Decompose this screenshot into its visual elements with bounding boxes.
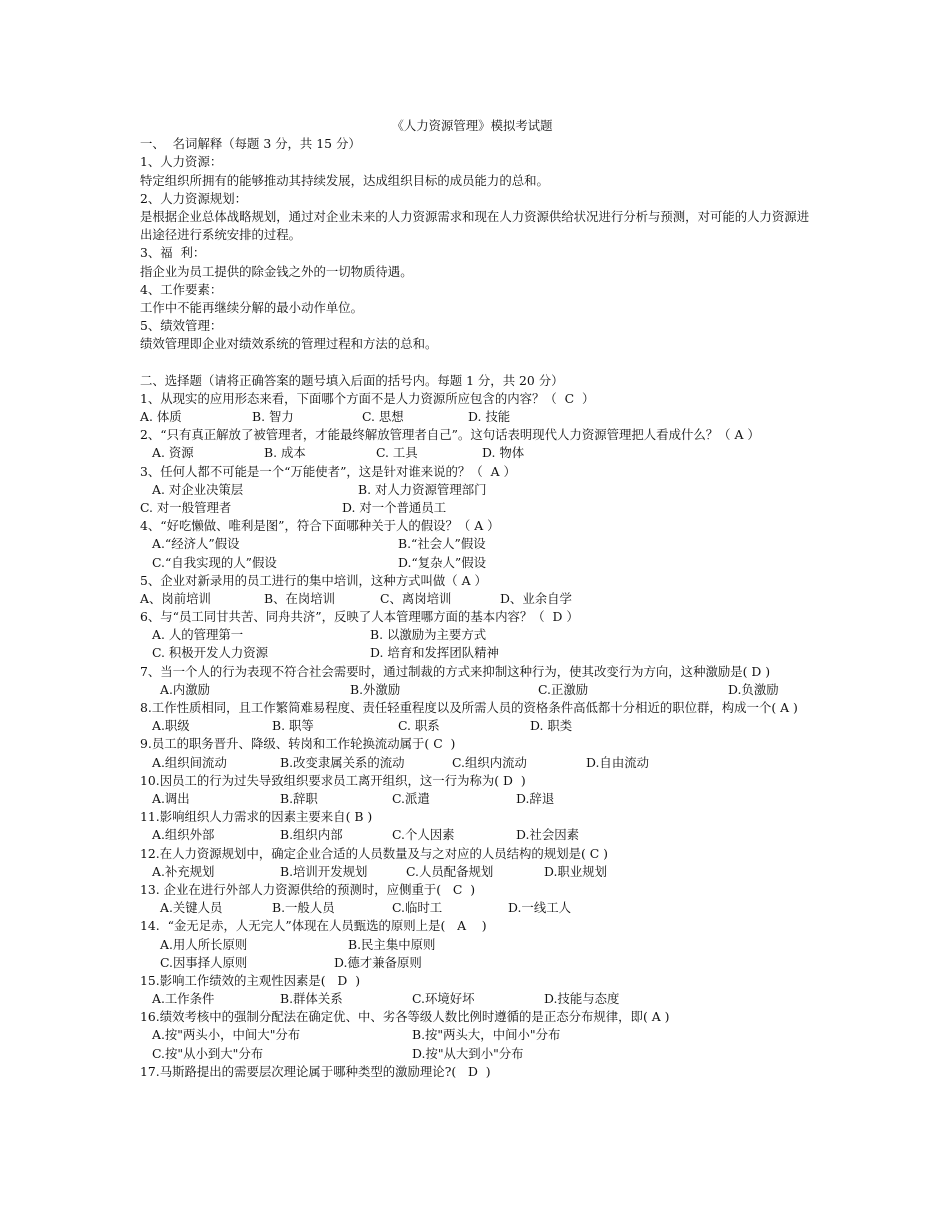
option: D.德才兼备原则 (334, 954, 422, 970)
option: D. 职类 (530, 718, 573, 734)
option: D. 对一个普通员工 (342, 499, 447, 515)
question-text: 9.员工的职务晋升、降级、转岗和工作轮换流动属于( C ) (140, 736, 456, 752)
option: D.辞退 (516, 791, 555, 806)
options-row (140, 1026, 820, 1044)
term-definition: 指企业为员工提供的除金钱之外的一切物质待遇。 (140, 263, 413, 279)
options-row (140, 499, 820, 517)
term-label: 4、工作要素： (140, 281, 223, 297)
options-row (140, 644, 820, 662)
question-text: 3、任何人都不可能是一个“万能使者”，这是针对谁来说的？（ A ） (140, 463, 516, 479)
options-row (140, 717, 820, 735)
option: B.按"两头大，中间小"分布 (412, 1027, 561, 1043)
option: C. 对一般管理者 (140, 499, 232, 515)
option: C.个人因素 (392, 827, 455, 843)
option: B.“社会人”假设 (398, 536, 486, 552)
option: D.技能与态度 (544, 991, 620, 1007)
options-row (140, 899, 820, 917)
document-title: 《人力资源管理》模拟考试题 (391, 118, 553, 133)
options-row (140, 990, 820, 1008)
option: C. 工具 (376, 445, 418, 461)
option: D.负激励 (728, 681, 779, 697)
option: D.“复杂人”假设 (398, 554, 487, 570)
option: D. 物体 (482, 445, 525, 461)
option: C.派遣 (392, 791, 430, 806)
option: C. 积极开发人力资源 (152, 645, 269, 661)
question-text: 8.工作性质相同，且工作繁简难易程度、责任轻重程度以及所需人员的资格条件高低都十分相近的职位群，构成一个( A ) (140, 700, 798, 716)
term-label: 3、福 利： (140, 245, 206, 261)
options-row (140, 681, 820, 699)
option: A.组织间流动 (152, 754, 227, 770)
option: A.用人所长原则 (160, 936, 248, 952)
option: A.工作条件 (152, 991, 215, 1007)
term-definition: 是根据企业总体战略规划，通过对企业未来的人力资源需求和现在人力资源供给状况进行分析与预测，对可能的人力资源进出途径进行系统安排的过程。 (140, 208, 810, 243)
option: A.组织外部 (152, 827, 215, 843)
option: D.社会因素 (516, 827, 579, 843)
option: A. 对企业决策层 (152, 481, 244, 497)
option: A.调出 (152, 791, 190, 806)
section-heading: 二、选择题（请将正确答案的题号填入后面的括号内。每题 1 分，共 20 分） (140, 372, 564, 388)
option: A、岗前培训 (140, 590, 211, 606)
question-text: 11.影响组织人力需求的因素主要来自( B ) (140, 809, 373, 825)
question-text: 15.影响工作绩效的主观性因素是( D ) (140, 972, 361, 988)
options-row (140, 626, 820, 644)
exam-document (140, 117, 820, 1081)
question-text: 10.因员工的行为过失导致组织要求员工离开组织，这一行为称为( D ) (140, 772, 526, 788)
term-definition: 特定组织所拥有的能够推动其持续发展，达成组织目标的成员能力的总和。 (140, 172, 549, 188)
option: C.临时工 (392, 900, 443, 916)
option: A.“经济人”假设 (152, 536, 240, 552)
term-label: 1、人力资源： (140, 154, 223, 170)
term-label: 5、绩效管理： (140, 318, 223, 334)
option: C. 思想 (362, 409, 404, 425)
option: A.职级 (152, 718, 190, 734)
options-row (140, 590, 820, 608)
option: B.培训开发规划 (280, 863, 368, 879)
option: B、在岗培训 (264, 590, 336, 606)
question-text: 4、“好吃懒做、唯利是图”，符合下面哪种关于人的假设？（ A ） (140, 518, 500, 534)
option: A.内激励 (160, 681, 211, 697)
option: C.环境好坏 (412, 991, 475, 1007)
option: B.民主集中原则 (348, 936, 436, 952)
section-heading: 一、 名词解释（每题 3 分，共 15 分） (140, 136, 361, 152)
option: B.外激励 (350, 681, 401, 697)
option: C.正激励 (538, 681, 589, 697)
option: A. 体质 (140, 409, 182, 425)
option: C.“自我实现的人”假设 (152, 554, 277, 570)
option: B. 职等 (272, 718, 314, 734)
option: B.一般人员 (272, 900, 335, 916)
option: B. 成本 (264, 445, 306, 461)
option: B.辞职 (280, 791, 318, 806)
option: B.组织内部 (280, 827, 343, 843)
option: D. 培育和发挥团队精神 (370, 645, 499, 661)
question-text: 14. “金无足赤，人无完人”体现在人员甄选的原则上是( A ) (140, 918, 487, 934)
option: C、离岗培训 (380, 590, 452, 606)
question-text: 5、企业对新录用的员工进行的集中培训，这种方式叫做（ A ） (140, 572, 487, 588)
options-row (140, 535, 820, 553)
option: C. 职系 (398, 718, 440, 734)
options-row (140, 863, 820, 881)
options-row (140, 444, 820, 462)
option: A. 资源 (152, 445, 194, 461)
options-row (140, 408, 820, 426)
option: D、业余自学 (500, 590, 572, 606)
option: B. 对人力资源管理部门 (358, 481, 487, 497)
question-text: 12.在人力资源规划中，确定企业合适的人员数量及与之对应的人员结构的规划是( C ) (140, 845, 609, 861)
options-row (140, 754, 820, 772)
option: B. 智力 (252, 409, 294, 425)
question-text: 16.绩效考核中的强制分配法在确定优、中、劣各等级人数比例时遵循的是正态分布规律，即( A ) (140, 1009, 670, 1025)
term-definition: 工作中不能再继续分解的最小动作单位。 (140, 299, 364, 315)
option: C.因事择人原则 (160, 954, 248, 970)
option: D.自由流动 (586, 754, 649, 770)
option: D.按"从大到小"分布 (412, 1045, 524, 1061)
option: C.组织内流动 (452, 754, 527, 770)
option: B. 以激励为主要方式 (370, 627, 487, 643)
options-row (140, 954, 820, 972)
option: C.人员配备规划 (406, 863, 494, 879)
option: A.关键人员 (160, 900, 223, 916)
option: A.补充规划 (152, 863, 215, 879)
option: D.职业规划 (544, 863, 607, 879)
options-row (140, 554, 820, 572)
option: C.按"从小到大"分布 (152, 1045, 264, 1061)
option: A.按"两头小，中间大"分布 (152, 1027, 301, 1043)
options-row (140, 790, 820, 808)
option: D.一线工人 (508, 900, 571, 916)
question-text: 6、与“员工同甘共苦、同舟共济”，反映了人本管理哪方面的基本内容？（ D ） (140, 609, 579, 625)
option: D. 技能 (468, 409, 511, 425)
term-definition: 绩效管理即企业对绩效系统的管理过程和方法的总和。 (140, 336, 438, 352)
question-text: 2、“只有真正解放了被管理者，才能最终解放管理者自己”。这句话表明现代人力资源管理把人看成什么？（ A ） (140, 427, 760, 443)
question-text: 7、当一个人的行为表现不符合社会需要时，通过制裁的方式来抑制这种行为，使其改变行为方向，这种激励是( D ) (140, 663, 771, 679)
term-label: 2、人力资源规划： (140, 190, 248, 206)
option: B.群体关系 (280, 991, 343, 1007)
option: B.改变隶属关系的流动 (280, 754, 405, 770)
question-text: 1、从现实的应用形态来看，下面哪个方面不是人力资源所应包含的内容？（ C ） (140, 390, 595, 406)
options-row (140, 936, 820, 954)
question-text: 17.马斯路提出的需要层次理论属于哪种类型的激励理论?( D ) (140, 1063, 491, 1079)
option: A. 人的管理第一 (152, 627, 244, 643)
options-row (140, 1045, 820, 1063)
options-row (140, 826, 820, 844)
blank-line (140, 353, 820, 371)
options-row (140, 481, 820, 499)
question-text: 13. 企业在进行外部人力资源供给的预测时，应侧重于( C ) (140, 881, 476, 897)
